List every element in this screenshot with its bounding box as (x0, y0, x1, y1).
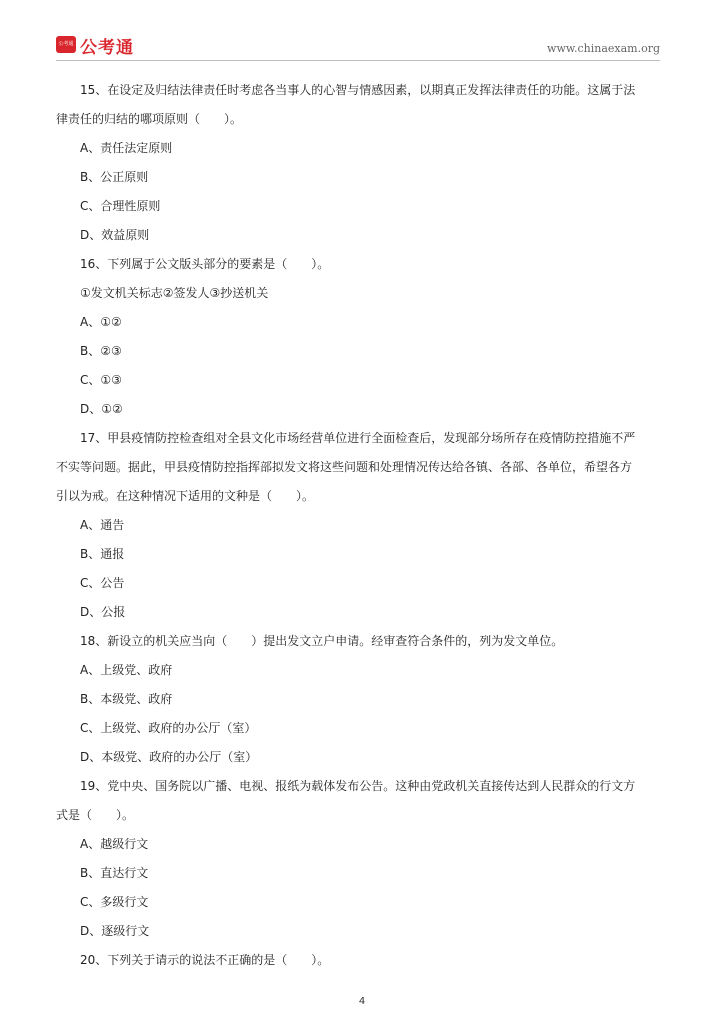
question-19-option-c: C、多级行文 (80, 895, 149, 909)
question-19-option-a: A、越级行文 (80, 837, 149, 851)
question-19-option-d: D、逐级行文 (80, 924, 150, 938)
question-15-option-d: D、效益原则 (80, 228, 150, 242)
question-16-option-a: A、①② (80, 315, 122, 329)
question-15-option-c: C、合理性原则 (80, 199, 161, 213)
question-16-option-d: D、①② (80, 402, 123, 416)
question-15-option-a: A、责任法定原则 (80, 141, 173, 155)
question-16-option-b: B、②③ (80, 344, 122, 358)
question-17-option-c: C、公告 (80, 576, 125, 590)
header-divider (56, 60, 660, 61)
question-19-option-b: B、直达行文 (80, 866, 149, 880)
logo-text: 公考通 (80, 38, 134, 58)
question-18-option-a: A、上级党、政府 (80, 663, 173, 677)
page-header (56, 34, 660, 60)
question-15-text: 15、在设定及归结法律责任时考虑各当事人的心智与情感因素，以期真正发挥法律责任的功能。这属于法 (80, 83, 636, 97)
question-20-text: 20、下列关于请示的说法不正确的是（ ）。 (80, 953, 330, 967)
logo-badge: 公考通 (56, 36, 76, 53)
question-16-option-c: C、①③ (80, 373, 122, 387)
question-17-text-cont-2: 引以为戒。在这种情况下适用的文种是（ ）。 (56, 489, 315, 503)
question-17-option-d: D、公报 (80, 605, 126, 619)
question-17-text-cont-1: 不实等问题。据此，甲县疫情防控指挥部拟发文将这些问题和处理情况传达给各镇、各部、各单位，希望各方 (56, 460, 633, 474)
question-17-option-b: B、通报 (80, 547, 125, 561)
site-url: www.chinaexam.org (547, 42, 660, 55)
question-19-text: 19、党中央、国务院以广播、电视、报纸为载体发布公告。这种由党政机关直接传达到人民群众的行文方 (80, 779, 636, 793)
question-16-items: ①发文机关标志②签发人③抄送机关 (80, 286, 269, 300)
question-19-text-cont: 式是（ ）。 (56, 808, 135, 822)
question-18-option-d: D、本级党、政府的办公厅（室） (80, 750, 258, 764)
question-17-text: 17、甲县疫情防控检查组对全县文化市场经营单位进行全面检查后，发现部分场所存在疫情防控措施不严 (80, 431, 636, 445)
question-15-text-cont: 律责任的归结的哪项原则（ ）。 (56, 112, 243, 126)
question-18-option-c: C、上级党、政府的办公厅（室） (80, 721, 257, 735)
question-18-text: 18、新设立的机关应当向（ ）提出发文立户申请。经审查符合条件的，列为发文单位。 (80, 634, 564, 648)
question-18-option-b: B、本级党、政府 (80, 692, 173, 706)
question-17-option-a: A、通告 (80, 518, 125, 532)
question-15-option-b: B、公正原则 (80, 170, 149, 184)
question-16-text: 16、下列属于公文版头部分的要素是（ ）。 (80, 257, 330, 271)
document-body (56, 76, 666, 975)
page-number: 4 (358, 996, 366, 1007)
